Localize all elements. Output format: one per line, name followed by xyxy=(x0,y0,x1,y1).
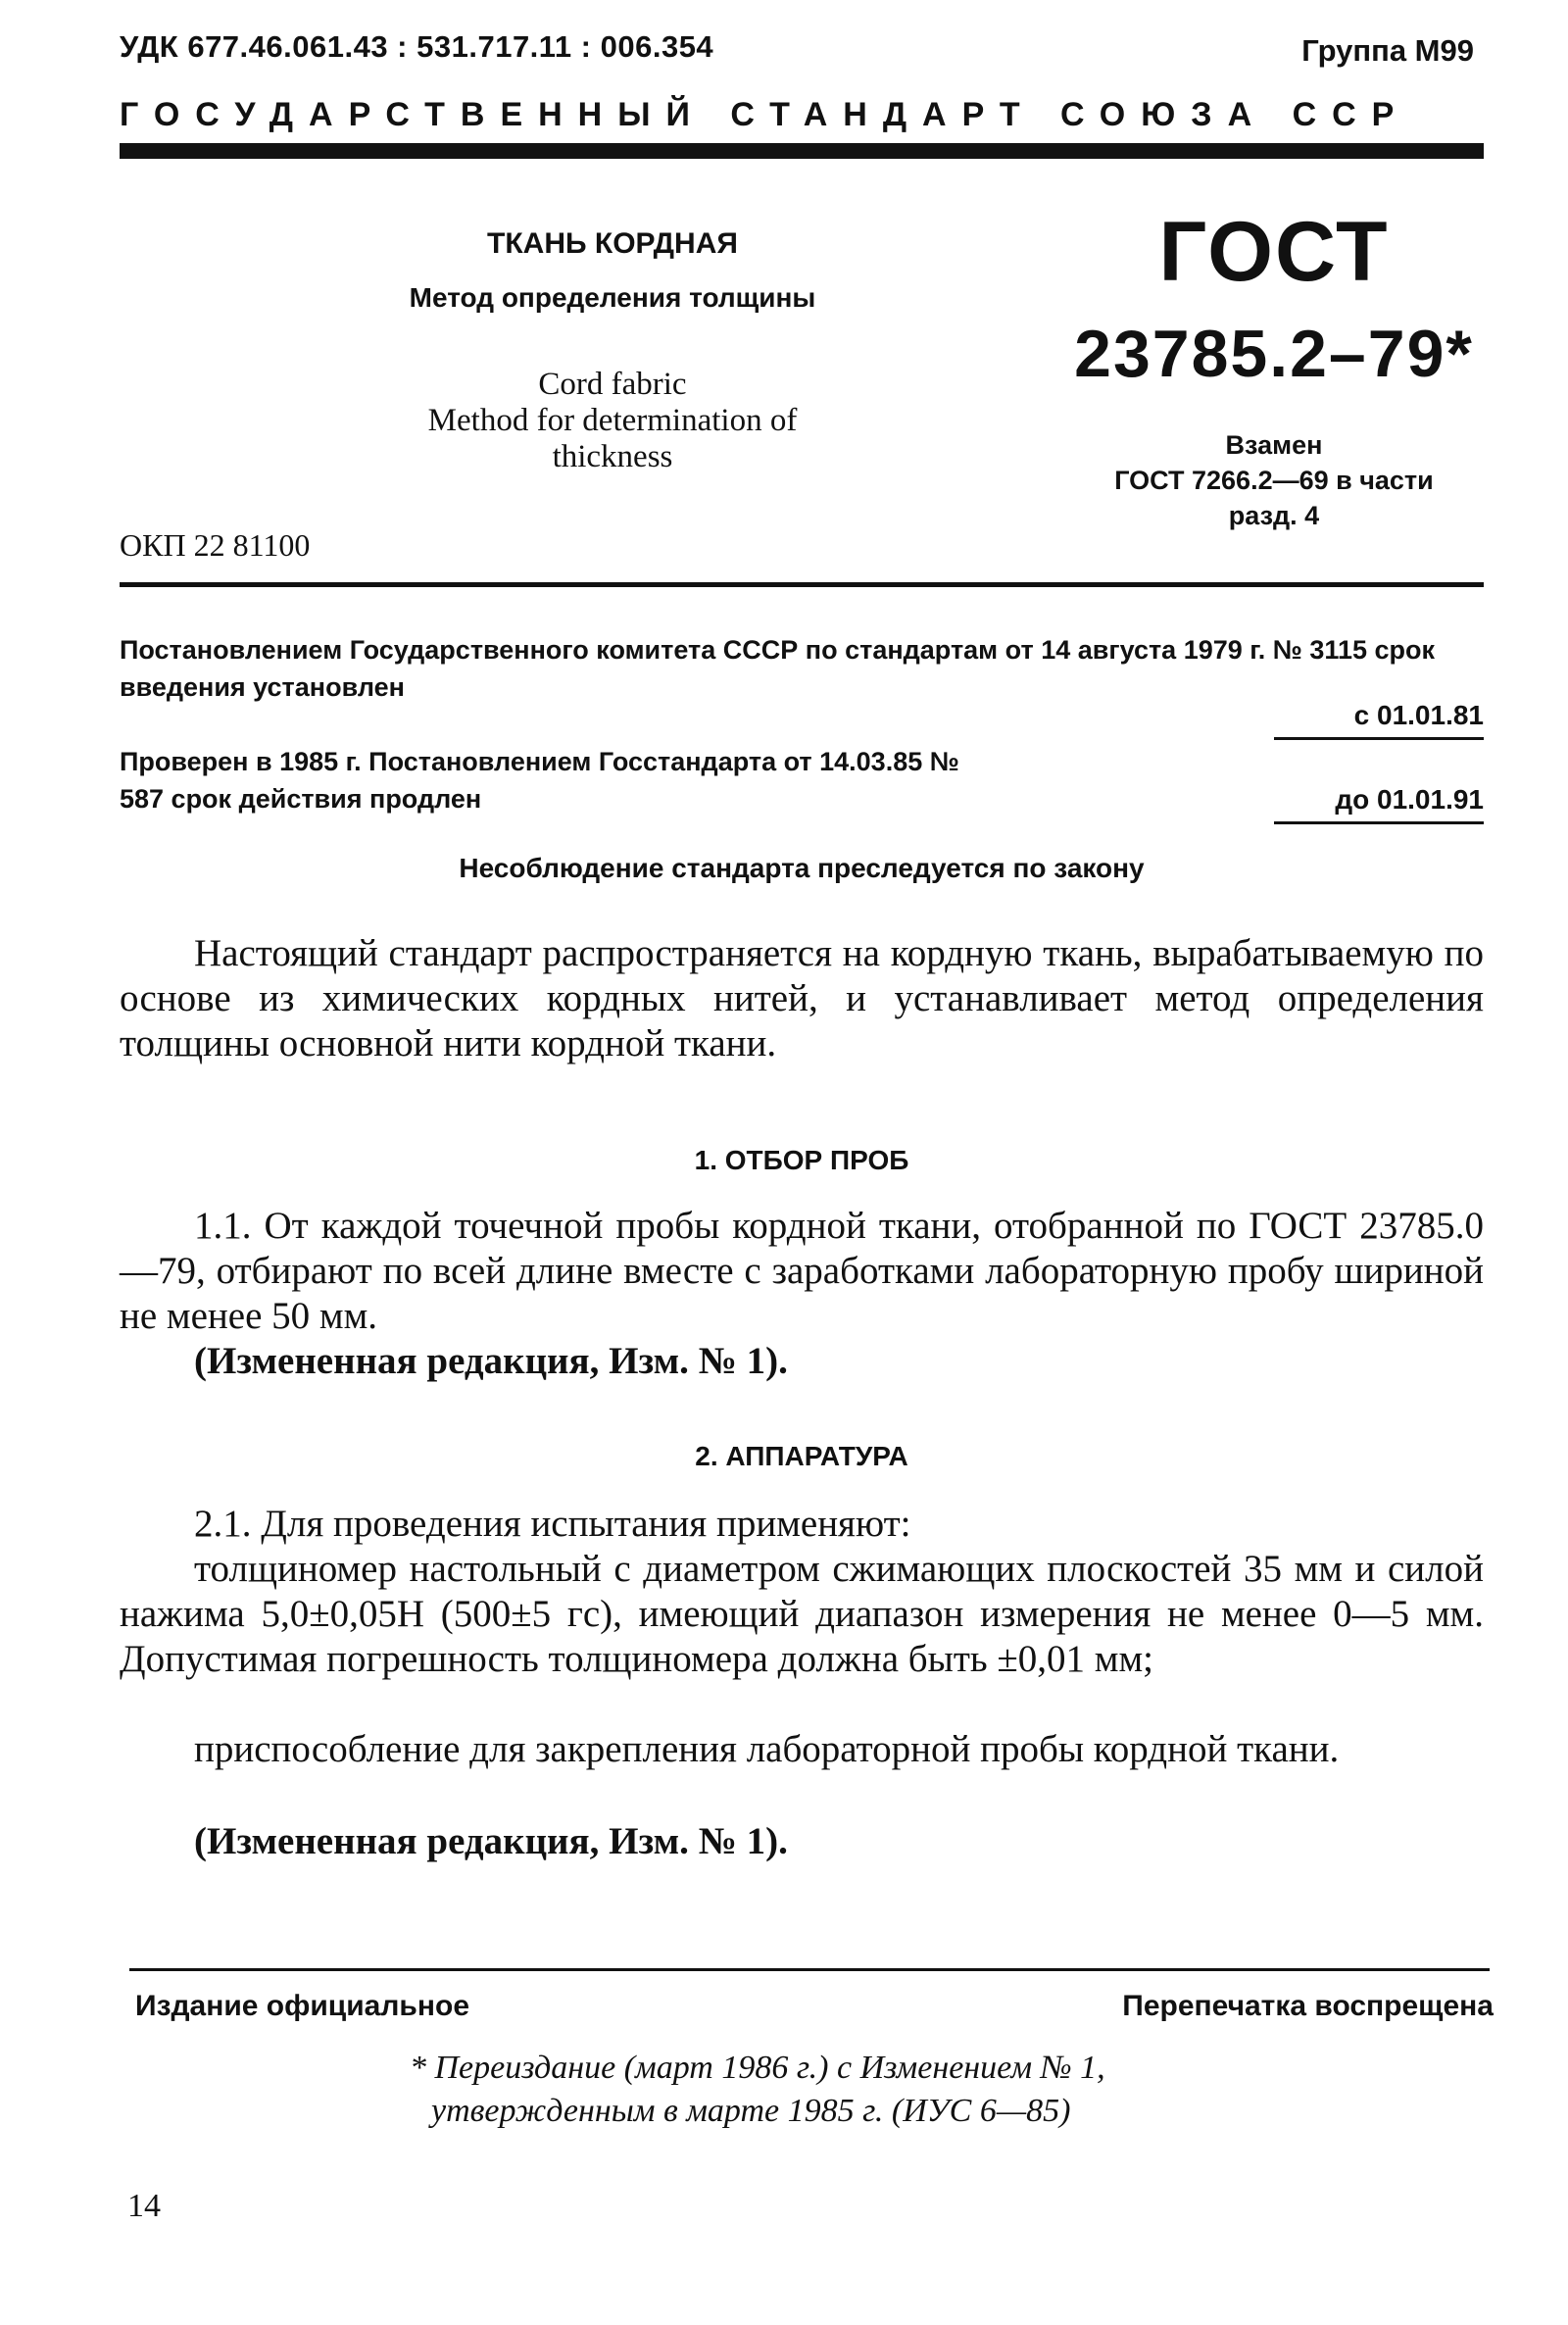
title-ru: ТКАНЬ КОРДНАЯ xyxy=(487,227,738,260)
footer-divider xyxy=(129,1968,1490,1971)
title-en xyxy=(323,367,902,475)
intro-paragraph: Настоящий стандарт распространяется на кордную ткань, вырабатываемую по основе из химических кордных нитей, и устанавливает метод определения толщины основной нити кордной ткани. xyxy=(120,932,1484,1064)
gost-label: ГОСТ xyxy=(1158,205,1390,299)
section-heading-apparatus: 2. АППАРАТУРА xyxy=(695,1441,908,1471)
subtitle-ru: Метод определения толщины xyxy=(409,282,816,313)
page-number: 14 xyxy=(127,2188,161,2224)
review-text: Проверен в 1985 г. Постановлением Госстандарта от 14.03.85 № 587 срок действия продлен xyxy=(120,747,959,814)
official-edition-label: Издание официальное xyxy=(135,1990,470,2022)
title-en-line: Method for determination of xyxy=(427,403,798,438)
expiry-date: до 01.01.91 xyxy=(1335,784,1484,815)
replaces-line: Взамен xyxy=(1225,430,1323,460)
header-divider xyxy=(120,143,1484,159)
footnote-line: утвержденным в марте 1985 г. (ИУС 6—85) xyxy=(431,2093,1071,2129)
effective-date-underline xyxy=(1274,737,1484,740)
paragraph-2-1: 2.1. Для проведения испытания применяют: xyxy=(194,1503,911,1545)
group-code: Группа М99 xyxy=(1301,33,1474,68)
section-heading-sampling: 1. ОТБОР ПРОБ xyxy=(694,1145,909,1175)
decree-text: Постановлением Государственного комитета СССР по стандартам от 14 августа 1979 г. № 3115 срок введения установлен xyxy=(120,635,1435,702)
effective-date: с 01.01.81 xyxy=(1353,700,1484,730)
noncompliance-notice: Несоблюдение стандарта преследуется по закону xyxy=(459,853,1145,883)
okp-code: ОКП 22 81100 xyxy=(120,527,311,563)
title-en-line: thickness xyxy=(552,439,673,474)
title-divider xyxy=(120,582,1484,587)
state-standard-heading: ГОСУДАРСТВЕННЫЙ СТАНДАРТ СОЮЗА ССР xyxy=(120,96,1410,133)
replaces-line: ГОСТ 7266.2—69 в части xyxy=(1114,466,1434,495)
apparatus-item-fixture: приспособление для закрепления лабораторной пробы кордной ткани. xyxy=(194,1728,1340,1770)
gost-number: 23785.2–79* xyxy=(1074,317,1474,391)
expiry-date-underline xyxy=(1274,821,1484,824)
reprint-prohibited-label: Перепечатка воспрещена xyxy=(1122,1990,1494,2022)
apparatus-item-thickness-gauge: толщиномер настольный с диаметром сжимающих плоскостей 35 мм и силой нажима 5,0±0,05Н (500±5 гс), имеющий диапазон измерения не менее 0—5 мм. Допустимая погрешность толщиномера должна быть ±0,01 мм; xyxy=(120,1548,1484,1680)
title-en-line: Cord fabric xyxy=(538,367,687,402)
paragraph-1-1: 1.1. От каждой точечной пробы кордной ткани, отобранной по ГОСТ 23785.0—79, отбирают по всей длине вместе с заработками лабораторную пробу шириной не менее 50 мм. xyxy=(120,1205,1484,1337)
replaces-block xyxy=(1058,427,1490,533)
udk-code: УДК 677.46.061.43 : 531.717.11 : 006.354 xyxy=(120,29,714,64)
footnote-line: * Переиздание (март 1986 г.) с Изменением № 1, xyxy=(410,2050,1105,2086)
reissue-footnote xyxy=(410,2047,1439,2133)
replaces-line: разд. 4 xyxy=(1228,501,1320,530)
edit-note: (Измененная редакция, Изм. № 1). xyxy=(194,1820,788,1862)
edit-note: (Измененная редакция, Изм. № 1). xyxy=(194,1340,788,1382)
